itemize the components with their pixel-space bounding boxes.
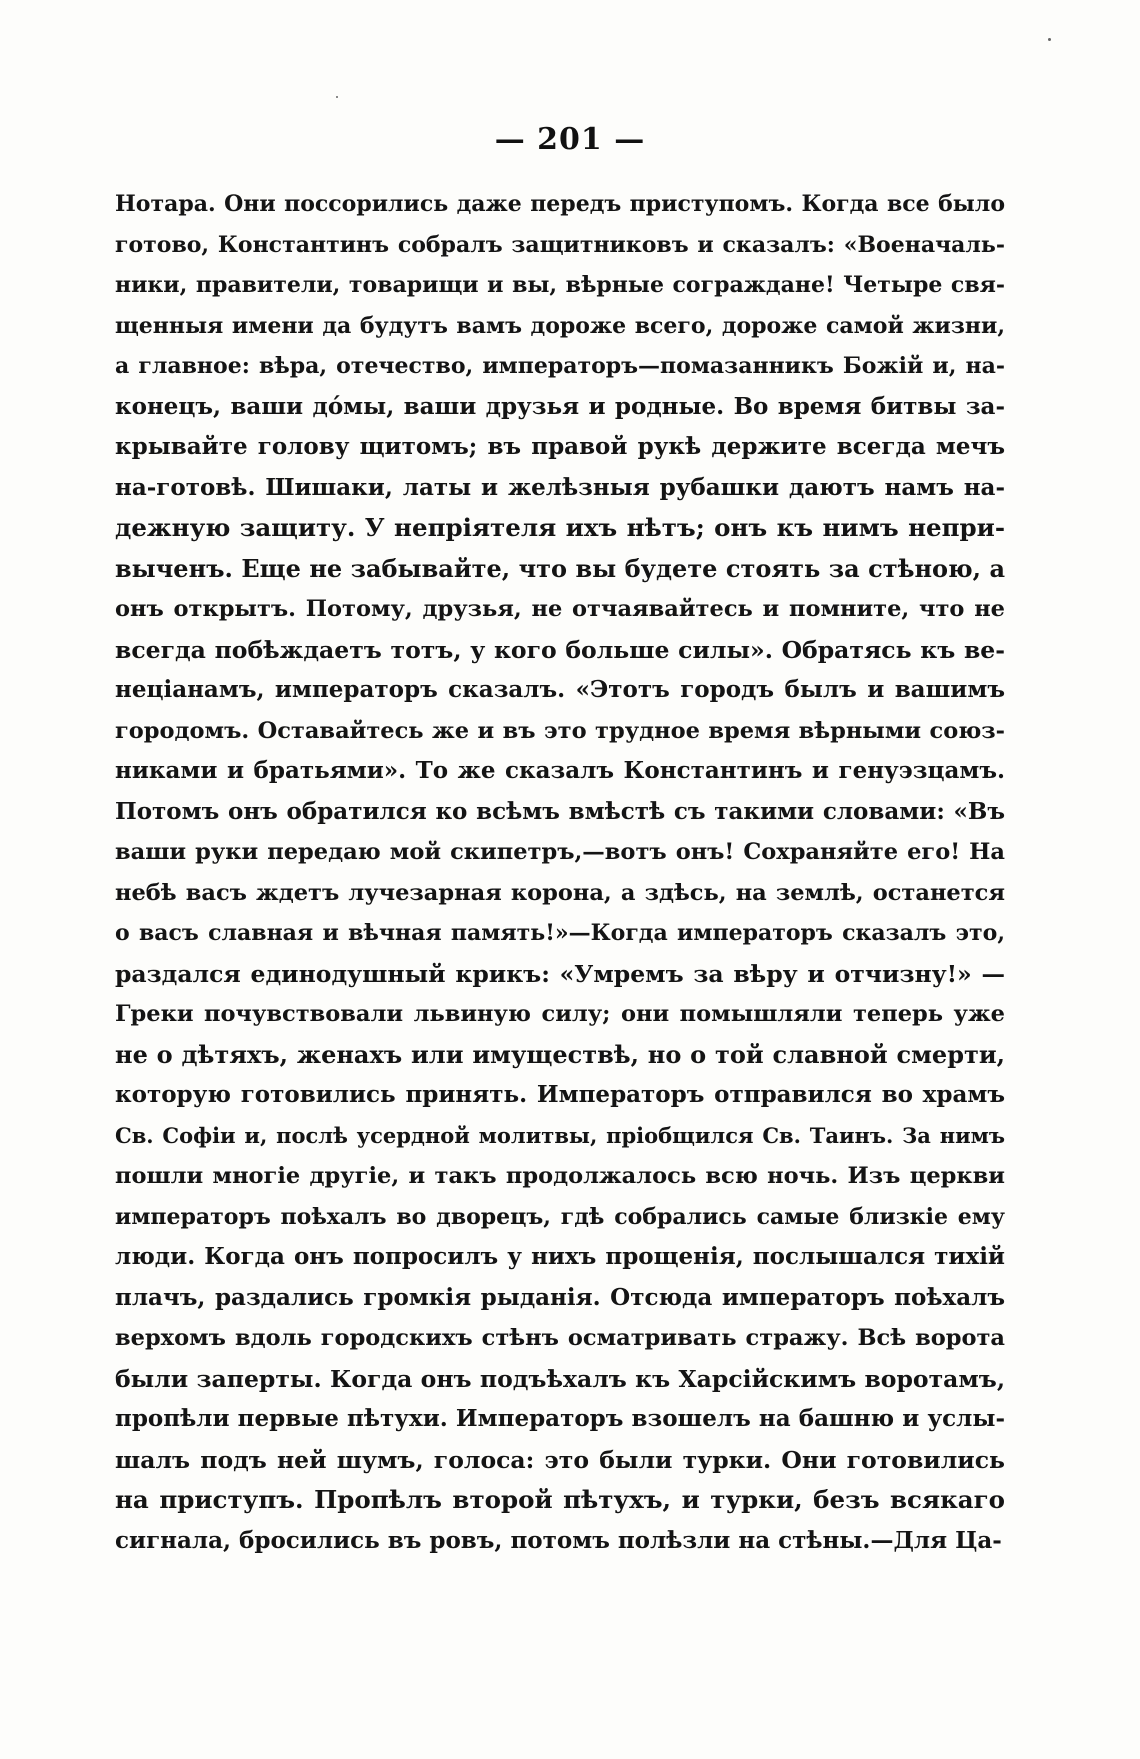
text-line: плачъ, раздались громкія рыданія. Отсюда императоръ поѣхалъ [115,1283,1005,1311]
text-line: Потомъ онъ обратился ко всѣмъ вмѣстѣ съ такими словами: «Въ [115,797,1005,825]
text-line: конецъ, ваши дóмы, ваши друзья и родные. Во время битвы за- [115,392,1005,420]
text-line: которую готовились принять. Императоръ отправился во храмъ [115,1081,1005,1108]
text-line: пропѣли первые пѣтухи. Императоръ взошелъ на башню и услы- [115,1405,1005,1432]
scan-speck [336,96,338,98]
text-line: пошли многіе другіе, и такъ продолжалось всю ночь. Изъ церкви [115,1163,1005,1189]
text-line: дежную защиту. У непріятеля ихъ нѣтъ; онъ къ нимъ непри- [115,513,1005,542]
text-line: никами и братьями». То же сказалъ Константинъ и генуэзцамъ. [115,757,1005,784]
text-line: неціанамъ, императоръ сказалъ. «Этотъ городъ былъ и вашимъ [115,676,1005,703]
text-line: императоръ поѣхалъ во дворецъ, гдѣ собрались самые близкіе ему [115,1203,1005,1230]
body-text [115,184,1005,1561]
text-line: Греки почувствовали львиную силу; они помышляли теперь уже [115,1001,1005,1027]
text-line: онъ открытъ. Потому, друзья, не отчаявайтесь и помните, что не [115,596,1005,622]
text-line: верхомъ вдоль городскихъ стѣнъ осматривать стражу. Всѣ ворота [115,1325,1005,1351]
page-number: — 201 — [494,122,646,157]
text-line: городомъ. Оставайтесь же и въ это трудное время вѣрными союз- [115,717,1005,744]
text-line: шалъ подъ ней шумъ, голоса: это были турки. Они готовились [115,1445,1005,1474]
text-line: небѣ васъ ждетъ лучезарная корона, а здѣсь, на землѣ, останется [115,879,1005,906]
text-line: раздался единодушный крикъ: «Умремъ за вѣру и отчизну!» — [115,959,1005,988]
text-line: не о дѣтяхъ, женахъ или имуществѣ, но о той славной смерти, [115,1039,1005,1069]
text-line: ваши руки передаю мой скипетръ,—вотъ онъ! Сохраняйте его! На [115,839,1005,865]
text-line: на-готовѣ. Шишаки, латы и желѣзныя рубашки даютъ намъ на- [115,473,1005,501]
text-line: щенныя имени да будутъ вамъ дороже всего, дороже самой жизни, [115,312,1005,339]
text-line: ники, правители, товарищи и вы, вѣрные согражданe! Четыре свя- [115,272,1005,298]
text-line: готово, Константинъ собралъ защитниковъ и сказалъ: «Военачаль- [115,231,1005,258]
text-line: выченъ. Еще не забывайте, что вы будете стоять за стѣною, а [115,553,1005,583]
text-line: Нотара. Они поссорились даже передъ приступомъ. Когда все было [115,191,1005,217]
text-line: крывайте голову щитомъ; въ правой рукѣ держите всегда мечъ [115,433,1005,460]
text-line: о васъ славная и вѣчная память!»—Когда императоръ сказалъ это, [115,920,1005,946]
text-line: были заперты. Когда онъ подъѣхалъ къ Харсійскимъ воротамъ, [115,1364,1005,1393]
text-line: люди. Когда онъ попросилъ у нихъ прощенія, послышался тихій [115,1243,1005,1270]
text-line: всегда побѣждаетъ тотъ, у кого больше силы». Обратясь къ ве- [115,635,1005,664]
scan-speck [1048,38,1051,41]
text-line: на приступъ. Пропѣлъ второй пѣтухъ, и турки, безъ всякаго [115,1485,1005,1514]
text-line: а главное: вѣра, отечество, императоръ—помазанникъ Божій и, на- [115,353,1005,379]
text-line: Св. Софіи и, послѣ усердной молитвы, пріобщился Св. Таинъ. За нимъ [115,1122,1005,1148]
text-line: сигнала, бросились въ ровъ, потомъ полѣзли на стѣны.—Для Ца- [115,1526,1002,1554]
